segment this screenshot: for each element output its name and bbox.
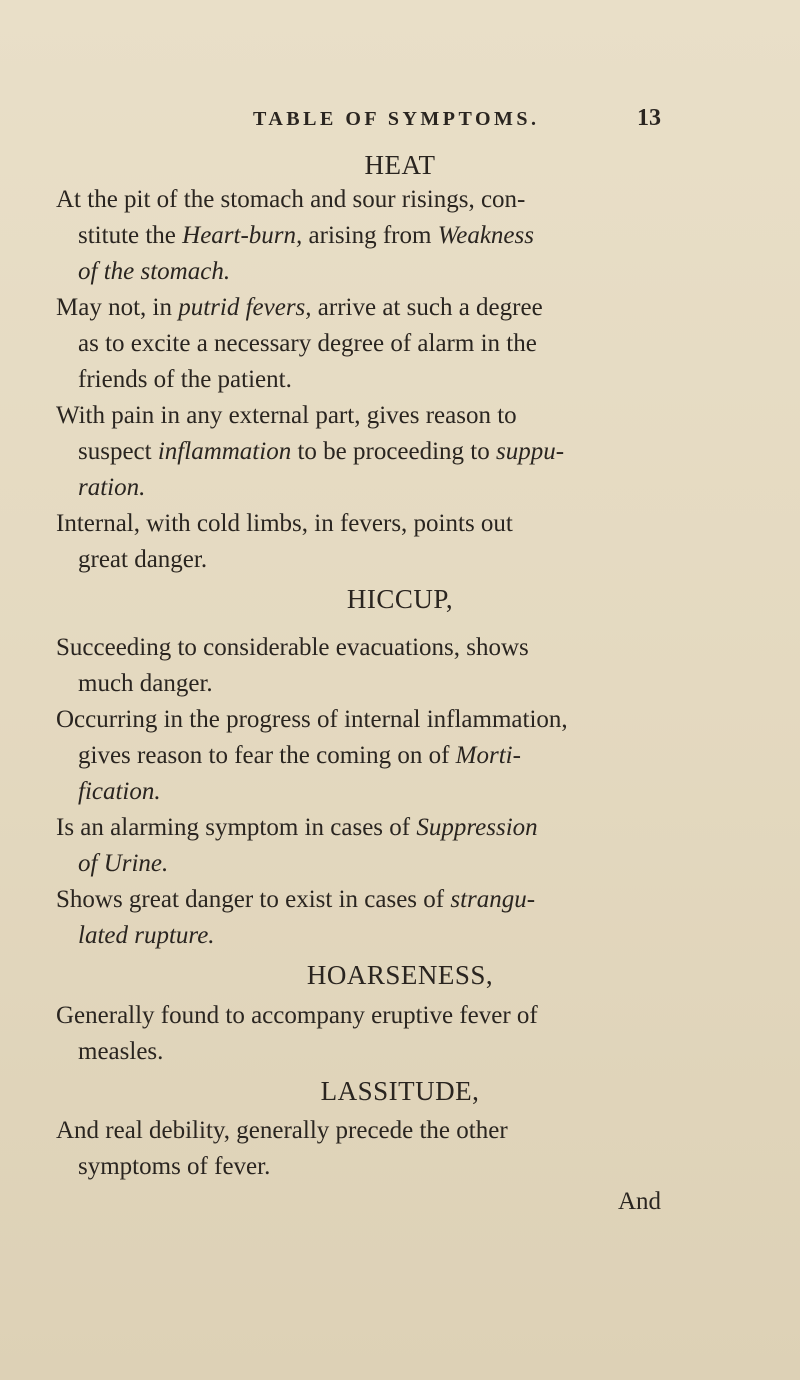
entry-line	[56, 398, 676, 434]
entry-line	[56, 434, 676, 470]
italic-text: ration.	[78, 474, 146, 501]
italic-text: fication.	[78, 778, 161, 805]
entry-heat-4	[56, 506, 676, 578]
italic-text: Morti-	[455, 742, 521, 769]
text-segment: Is an alarming symptom in cases of	[56, 814, 417, 841]
entry-line	[56, 738, 676, 774]
entry-line	[56, 254, 676, 290]
italic-text: of the stomach.	[78, 258, 231, 285]
entry-heat-3	[56, 398, 676, 506]
italic-text: Heart-burn,	[182, 222, 303, 249]
text-segment: measles.	[78, 1038, 164, 1065]
entry-hiccup-1	[56, 630, 676, 702]
italic-text: inflammation	[157, 438, 292, 465]
entry-hiccup-2	[56, 702, 676, 810]
italic-text: putrid fevers,	[178, 294, 312, 321]
entry-line	[56, 1034, 676, 1070]
section-heading-hiccup: HICCUP,	[346, 584, 454, 614]
text-segment: May not, in	[56, 294, 179, 321]
entry-line	[56, 918, 676, 954]
entry-line	[56, 998, 676, 1034]
entry-line	[56, 362, 676, 398]
entry-line	[56, 470, 676, 506]
text-segment: With pain in any external part, gives reason to	[56, 402, 517, 429]
entry-hoarseness-1	[56, 998, 676, 1070]
text-segment: as to excite a necessary degree of alarm in the	[78, 330, 537, 357]
text-segment: suspect	[78, 438, 158, 465]
entry-line	[56, 666, 676, 702]
entry-line	[56, 1149, 676, 1185]
entry-line	[56, 542, 676, 578]
entry-line	[56, 506, 676, 542]
section-heading-lassitude: LASSITUDE,	[320, 1076, 480, 1106]
text-segment: to be proceeding to	[291, 438, 497, 465]
entry-hiccup-4	[56, 882, 676, 954]
text-segment: Shows great danger to exist in cases of	[56, 886, 451, 913]
text-segment: Internal, with cold limbs, in fevers, points out	[56, 510, 513, 537]
entry-line	[56, 846, 676, 882]
catchword: And	[618, 1188, 662, 1215]
page-number: 13	[637, 105, 661, 131]
text-segment: stitute the	[78, 222, 183, 249]
entry-lassitude-1	[56, 1113, 676, 1185]
section-heading-heat: HEAT	[364, 150, 436, 180]
italic-text: Weakness	[437, 222, 534, 249]
entry-hiccup-3	[56, 810, 676, 882]
text-segment: friends of the patient.	[78, 366, 292, 393]
text-segment: Occurring in the progress of internal inflammation,	[56, 706, 568, 733]
entry-line	[56, 810, 676, 846]
italic-text: of Urine.	[78, 850, 169, 877]
italic-text: Suppression	[416, 814, 538, 841]
text-segment: Generally found to accompany eruptive fever of	[56, 1002, 538, 1029]
entry-line	[56, 1113, 676, 1149]
italic-text: suppu-	[496, 438, 565, 465]
text-segment: Succeeding to considerable evacuations, shows	[56, 634, 529, 661]
running-head	[0, 105, 800, 148]
entry-line	[56, 326, 676, 362]
italic-text: lated rupture.	[78, 922, 215, 949]
text-segment: arising from	[302, 222, 438, 249]
entry-line	[56, 218, 676, 254]
text-segment: gives reason to fear the coming on of	[78, 742, 456, 769]
entry-heat-2	[56, 290, 676, 398]
text-segment: At the pit of the stomach and sour risings, con-	[56, 186, 526, 213]
section-heading-hoarseness: HOARSENESS,	[306, 960, 494, 990]
italic-text: strangu-	[450, 886, 536, 913]
entry-line	[56, 774, 676, 810]
entry-line	[56, 882, 676, 918]
text-segment: great danger.	[78, 546, 208, 573]
text-segment: much danger.	[78, 670, 213, 697]
entry-line	[56, 290, 676, 326]
entry-line	[56, 182, 676, 218]
entry-heat-1	[56, 182, 676, 290]
text-segment: And real debility, generally precede the other	[56, 1117, 508, 1144]
text-segment: arrive at such a degree	[311, 294, 543, 321]
text-segment: symptoms of fever.	[78, 1153, 271, 1180]
running-head-title: TABLE OF SYMPTOMS.	[253, 108, 540, 130]
entry-line	[56, 630, 676, 666]
entry-line	[56, 702, 676, 738]
